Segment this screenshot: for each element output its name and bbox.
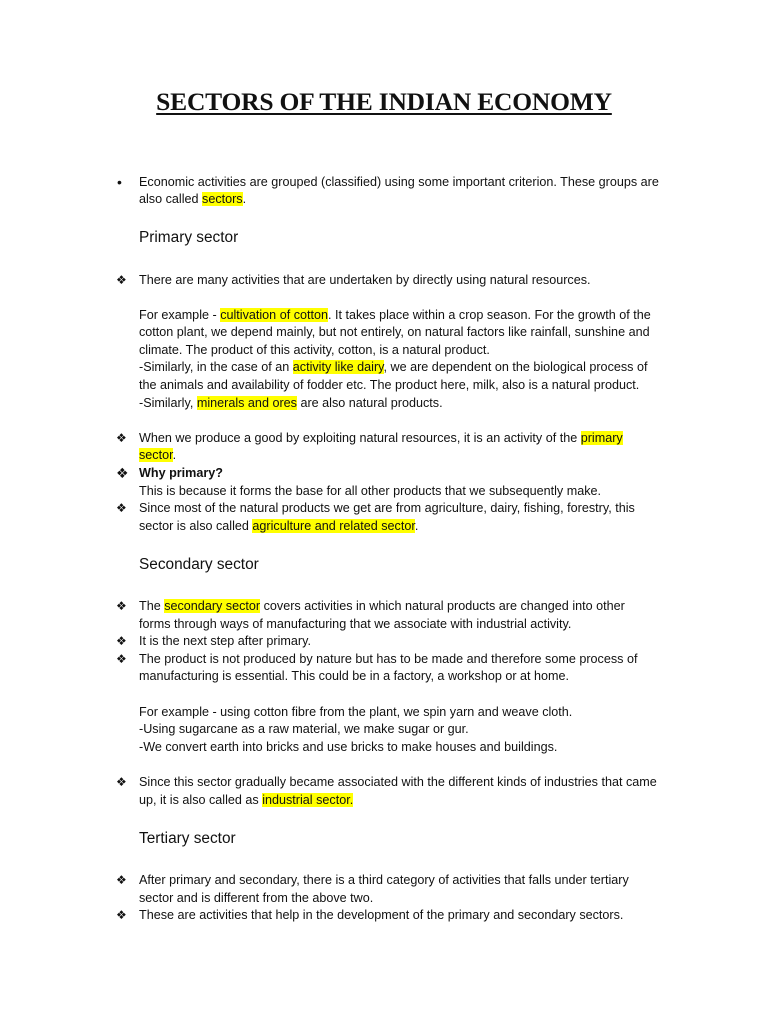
highlight: agriculture and related sector — [252, 519, 415, 533]
example-line: -Similarly, in the case of an activity like dairy, we are dependent on the biological process of — [139, 360, 648, 374]
example-line: climate. The product of this activity, cotton, is a natural product. — [139, 343, 490, 357]
example-line: the animals and availability of fodder etc. The product here, milk, also is a natural product. — [139, 378, 640, 392]
paragraph-line: sector and is different from the above two. — [139, 891, 374, 905]
bullet-diamond: ❖ — [116, 599, 127, 613]
paragraph-line: There are many activities that are undertaken by directly using natural resources. — [139, 273, 591, 287]
subheading: Why primary? — [139, 466, 223, 480]
example-line: cotton plant, we depend mainly, but not entirely, on natural factors like rainfall, sunshine and — [139, 325, 650, 339]
highlight: primary — [580, 431, 623, 445]
section-heading-primary: Primary sector — [139, 229, 239, 246]
bullet-diamond: ❖ — [116, 908, 127, 922]
highlight: activity like dairy — [292, 360, 384, 374]
example-line: For example - cultivation of cotton. It takes place within a crop season. For the growth of the — [139, 308, 651, 322]
paragraph-line: Since most of the natural products we get are from agriculture, dairy, fishing, forestry, this — [139, 501, 635, 515]
paragraph-line: up, it is also called as industrial sector. — [139, 793, 354, 807]
paragraph-line: These are activities that help in the development of the primary and secondary sectors. — [139, 908, 624, 922]
bullet-diamond: ❖ — [116, 501, 127, 515]
highlight: industrial sector. — [262, 793, 354, 807]
paragraph-line: It is the next step after primary. — [139, 634, 311, 648]
paragraph-line: forms through ways of manufacturing that we associate with industrial activity. — [139, 617, 572, 631]
paragraph-line: The product is not produced by nature but has to be made and therefore some process of — [139, 652, 638, 666]
intro-line: also called sectors. — [139, 192, 247, 206]
paragraph-line: The secondary sector covers activities in which natural products are changed into other — [139, 599, 625, 613]
paragraph-line: After primary and secondary, there is a third category of activities that falls under tertiary — [139, 873, 629, 887]
example-line: -Similarly, minerals and ores are also natural products. — [139, 396, 443, 410]
paragraph-line: sector. — [139, 448, 177, 462]
example-line: -Using sugarcane as a raw material, we make sugar or gur. — [139, 722, 469, 736]
highlight: secondary sector — [164, 599, 261, 613]
example-line: For example - using cotton fibre from the plant, we spin yarn and weave cloth. — [139, 705, 573, 719]
bullet-diamond: ❖ — [116, 273, 127, 287]
highlight: minerals and ores — [196, 396, 297, 410]
page-title: SECTORS OF THE INDIAN ECONOMY — [156, 87, 612, 116]
highlight: sector — [139, 448, 173, 462]
bullet-dot: • — [117, 174, 122, 190]
paragraph-line: This is because it forms the base for all other products that we subsequently make. — [139, 484, 602, 498]
section-heading-tertiary: Tertiary sector — [139, 830, 236, 847]
section-heading-secondary: Secondary sector — [139, 556, 259, 573]
example-line: -We convert earth into bricks and use bricks to make houses and buildings. — [139, 740, 558, 754]
highlight: sectors — [202, 192, 243, 206]
highlight: cultivation of cotton — [220, 308, 328, 322]
bullet-diamond: ❖ — [116, 465, 129, 481]
intro-line: Economic activities are grouped (classified) using some important criterion. These groups are — [139, 175, 659, 189]
paragraph-line: sector is also called agriculture and related sector. — [139, 519, 419, 533]
bullet-diamond: ❖ — [116, 873, 127, 887]
paragraph-line: Since this sector gradually became associated with the different kinds of industries that came — [139, 775, 657, 789]
bullet-diamond: ❖ — [116, 431, 127, 445]
bullet-diamond: ❖ — [116, 775, 127, 789]
paragraph-line: When we produce a good by exploiting natural resources, it is an activity of the primary — [139, 431, 623, 445]
paragraph-line: manufacturing is essential. This could be in a factory, a workshop or at home. — [139, 669, 570, 683]
bullet-diamond: ❖ — [116, 652, 127, 666]
bullet-diamond: ❖ — [116, 634, 127, 648]
